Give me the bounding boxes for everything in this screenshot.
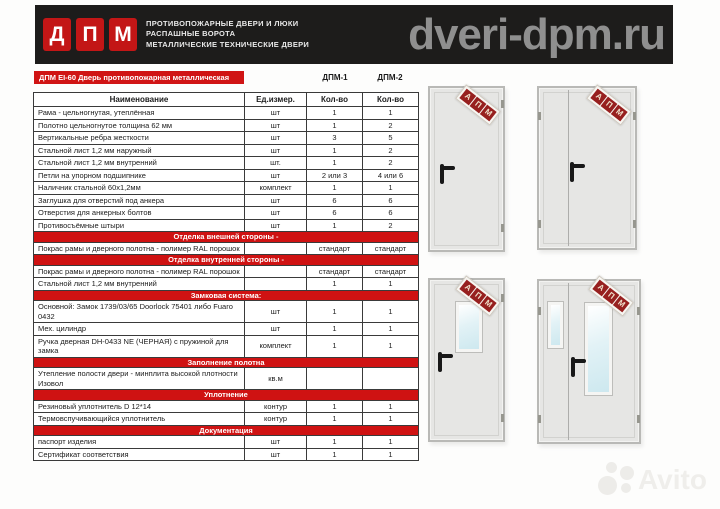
item-qty-dpm1: 1 [307,413,363,426]
item-qty-dpm1: 1 [307,144,363,157]
door-handle [438,352,442,372]
door-hinge [501,100,504,108]
door-hinge [501,294,504,302]
door-leaf-divider [568,283,569,440]
door-hinge [538,220,541,228]
tagline-line: РАСПАШНЫЕ ВОРОТА [146,29,236,39]
table-row [34,413,419,426]
item-qty-dpm1: 1 [307,335,363,357]
item-name: Стальной лист 1,2 мм наружный [34,144,245,157]
column-header: Кол-во [363,93,419,107]
item-name: Заглушка для отверстий под анкера [34,194,245,207]
door-hinge [538,307,541,315]
table-row [34,132,419,145]
letter-square: М [611,105,628,122]
model-label-dpm2: ДПМ-2 [377,73,403,82]
item-unit: контур [245,400,307,413]
table-row [34,265,419,278]
item-qty-dpm1: стандарт [307,242,363,255]
item-qty-dpm2: 2 [363,157,419,170]
table-row [34,119,419,132]
item-unit: шт [245,301,307,323]
item-name: Вертикальные ребра жесткости [34,132,245,145]
item-unit [245,265,307,278]
header-bar [35,5,673,64]
table-row [34,436,419,449]
letter-square: П [603,288,620,305]
item-qty-dpm2: 1 [363,448,419,461]
section-header-row [34,425,419,436]
item-qty-dpm2 [363,368,419,390]
product-title-bar: ДПМ EI-60 Дверь противопожарная металлическая [34,71,244,84]
section-title: Отделка внутренней стороны - [34,255,419,266]
letter-square: П [470,288,487,305]
item-qty-dpm2: 1 [363,182,419,195]
model-label-dpm1: ДПМ-1 [322,73,348,82]
item-unit: шт [245,107,307,120]
item-name: Противосъёмные штыри [34,219,245,232]
door-handle [570,162,574,182]
item-name: Наличник стальной 60х1,2мм [34,182,245,195]
item-qty-dpm2: 1 [363,400,419,413]
item-qty-dpm1: 2 или 3 [307,169,363,182]
item-qty-dpm2: 2 [363,219,419,232]
item-name: Мех. цилиндр [34,323,245,336]
item-qty-dpm2: 1 [363,436,419,449]
item-name: Утепление полости двери - минплита высокой плотности Изовол [34,368,245,390]
spec-table-body [34,107,419,461]
avito-logo-icon [596,460,638,500]
section-header-row [34,255,419,266]
column-header: Кол-во [307,93,363,107]
item-unit: шт [245,194,307,207]
item-qty-dpm2: стандарт [363,242,419,255]
letter-square: П [601,97,618,114]
letter-square: М [109,18,137,51]
website-url: dveri-dpm.ru [408,10,665,59]
item-name: Покрас рамы и дверного полотна - полимер RAL порошок [34,265,245,278]
item-qty-dpm1: 1 [307,301,363,323]
tagline-line: ПРОТИВОПОЖАРНЫЕ ДВЕРИ И ЛЮКИ [146,18,299,28]
item-unit: шт [245,169,307,182]
item-qty-dpm1: стандарт [307,265,363,278]
door-hinge [633,220,636,228]
table-row [34,144,419,157]
section-header-row [34,357,419,368]
door-hinge [538,112,541,120]
letter-square: А [590,89,607,106]
item-qty-dpm2: 1 [363,323,419,336]
letter-square: П [76,18,104,51]
column-header: Наименование [34,93,245,107]
item-name: Отверстия для анкерных болтов [34,207,245,220]
letter-square: А [592,280,609,297]
section-title: Заполнение полотна [34,357,419,368]
item-name: Рама - цельногнутая, утеплённая [34,107,245,120]
letter-square: П [470,97,487,114]
door-handle [440,164,444,184]
door-image-double-glazed [537,279,641,444]
item-unit: шт [245,436,307,449]
letter-square: М [480,105,497,122]
item-qty-dpm2: стандарт [363,265,419,278]
item-qty-dpm1: 1 [307,400,363,413]
column-header: Ед.измер. [245,93,307,107]
section-header-row [34,232,419,243]
item-qty-dpm1: 1 [307,278,363,291]
avito-watermark [596,460,707,500]
table-row [34,400,419,413]
item-qty-dpm2: 2 [363,144,419,157]
item-unit: шт [245,219,307,232]
item-name: Термовспучивающийся уплотнитель [34,413,245,426]
letter-square: М [613,296,630,313]
table-row [34,448,419,461]
table-row [34,368,419,390]
item-name: Стальной лист 1,2 мм внутренний [34,157,245,170]
door-window [456,302,482,352]
item-unit: шт [245,144,307,157]
table-row [34,182,419,195]
spec-table [33,92,419,461]
item-qty-dpm2: 1 [363,335,419,357]
item-name: Стальной лист 1,2 мм внутренний [34,278,245,291]
table-row [34,207,419,220]
item-unit: комплект [245,182,307,195]
door-hinge [637,307,640,315]
letter-square: М [480,296,497,313]
item-unit: кв.м [245,368,307,390]
item-qty-dpm1: 1 [307,448,363,461]
item-qty-dpm2: 6 [363,194,419,207]
item-qty-dpm1: 1 [307,157,363,170]
item-qty-dpm1: 1 [307,182,363,195]
spec-table-head [34,93,419,107]
table-row [34,157,419,170]
company-tagline [146,19,309,51]
item-name: Петли на упорном подшипнике [34,169,245,182]
table-row [34,169,419,182]
item-unit: контур [245,413,307,426]
door-hinge [501,414,504,422]
item-qty-dpm2: 1 [363,107,419,120]
apm-logo [43,18,137,51]
item-qty-dpm1: 3 [307,132,363,145]
item-qty-dpm2: 2 [363,119,419,132]
door-image-single-solid [428,86,505,252]
item-qty-dpm1: 1 [307,323,363,336]
item-unit: шт [245,207,307,220]
avito-wordmark: Avito [638,464,707,495]
item-unit: шт. [245,157,307,170]
item-name: Покрас рамы и дверного полотна - полимер RAL порошок [34,242,245,255]
door-hinge [637,415,640,423]
section-title: Уплотнение [34,390,419,401]
door-leaf-divider [568,90,569,246]
item-qty-dpm1: 6 [307,207,363,220]
item-unit: комплект [245,335,307,357]
table-row [34,107,419,120]
table-row [34,194,419,207]
letter-square: А [459,89,476,106]
item-name: Сертификат соответствия [34,448,245,461]
item-qty-dpm1: 1 [307,219,363,232]
item-unit: шт [245,323,307,336]
door-hinge [538,415,541,423]
tagline-line: МЕТАЛЛИЧЕСКИЕ ТЕХНИЧЕСКИЕ ДВЕРИ [146,39,310,49]
table-row [34,323,419,336]
table-row [34,242,419,255]
item-qty-dpm2: 1 [363,301,419,323]
table-row [34,278,419,291]
item-unit: шт [245,132,307,145]
item-name: паспорт изделия [34,436,245,449]
item-qty-dpm1: 1 [307,107,363,120]
section-title: Отделка внешней стороны - [34,232,419,243]
section-title: Замковая система: [34,290,419,301]
item-unit: шт [245,448,307,461]
item-name: Основной: Замок 1739/03/65 Doorlock 75401 либо Fuaro 0432 [34,301,245,323]
door-handle [571,357,575,377]
door-hinge [633,112,636,120]
door-image-double-solid [537,86,637,250]
item-qty-dpm2: 4 или 6 [363,169,419,182]
item-qty-dpm1: 6 [307,194,363,207]
item-qty-dpm2: 6 [363,207,419,220]
door-hinge [501,224,504,232]
table-row [34,219,419,232]
item-qty-dpm2: 1 [363,413,419,426]
item-name: Полотно цельногнутое толщина 62 мм [34,119,245,132]
door-image-single-glazed [428,278,505,442]
item-qty-dpm1 [307,368,363,390]
item-qty-dpm1: 1 [307,119,363,132]
table-row [34,301,419,323]
letter-square: Д [43,18,71,51]
item-unit [245,242,307,255]
item-name: Ручка дверная DH-0433 NE (ЧЕРНАЯ) с пружиной для замка [34,335,245,357]
item-unit [245,278,307,291]
item-qty-dpm1: 1 [307,436,363,449]
item-unit: шт [245,119,307,132]
item-name: Резиновый уплотнитель D 12*14 [34,400,245,413]
section-header-row [34,290,419,301]
item-qty-dpm2: 5 [363,132,419,145]
door-window-large [585,303,612,395]
table-row [34,335,419,357]
door-window-small [548,302,563,348]
section-title: Документация [34,425,419,436]
section-header-row [34,390,419,401]
letter-square: А [459,280,476,297]
item-qty-dpm2: 1 [363,278,419,291]
